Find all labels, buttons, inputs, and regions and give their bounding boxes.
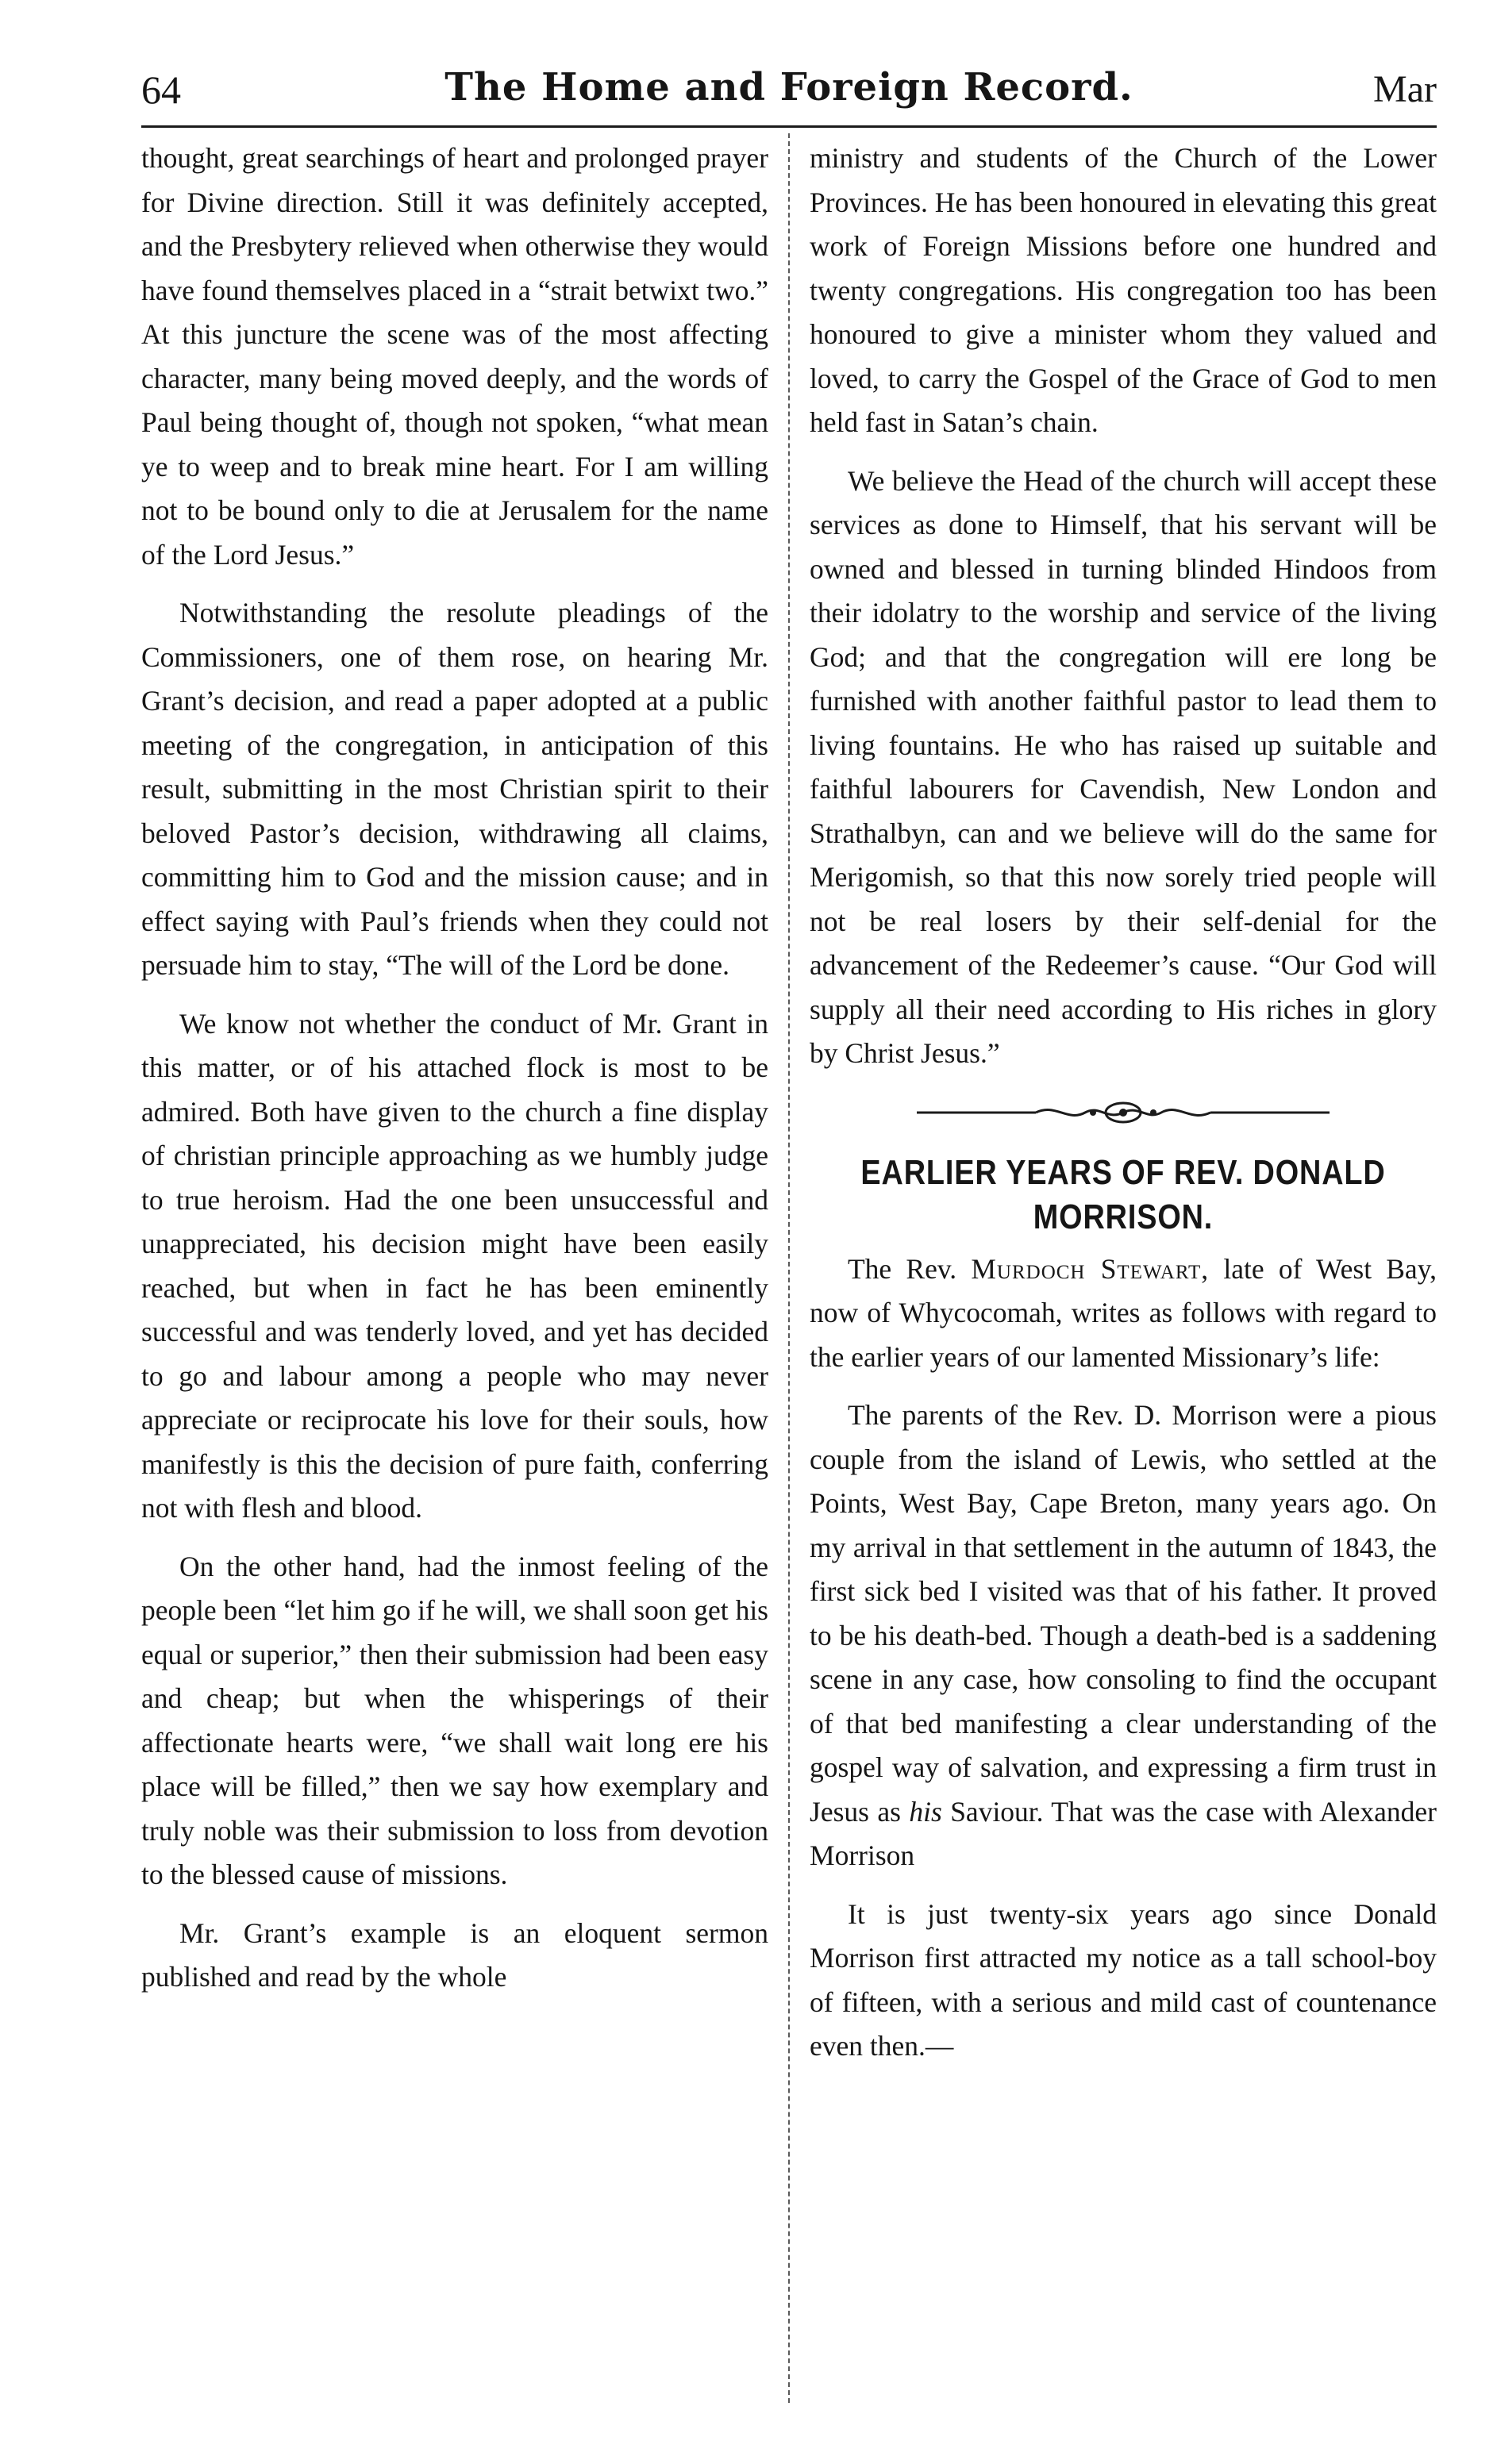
- paragraph-text: Saviour. That was the case with Alexander Morrison: [810, 1795, 1437, 1871]
- article-title-line: MORRISON.: [1033, 1197, 1214, 1236]
- ornament-divider: [917, 1097, 1330, 1128]
- journal-title: The Home and Foreign Record.: [444, 65, 1133, 110]
- intro-prefix: The Rev.: [848, 1252, 957, 1285]
- paragraph: [810, 1393, 1437, 1878]
- paragraph: Notwithstanding the resolute pleadings of the Commissioners, one of them rose, on hearing Mr. Grant’s decision, and read a paper adopted at a public meeting of the congregation, in anticipation of this result, submitting in the most Christian spirit to their beloved Pastor’s decision, withdrawing all claims, committing him to God and the mission cause; and in effect saying with Paul’s friends when they could not persuade him to stay, “The will of the Lord be done.: [141, 597, 768, 981]
- paragraph: ministry and students of the Church of the Lower Provinces. He has been honoured in elevating this great work of Foreign Missions before one hundred and twenty congregations. His congregation too has been honoured to give a minister whom they valued and loved, to carry the Gospel of the Grace of God to men held fast in Satan’s chain.: [810, 142, 1437, 438]
- column-divider: [788, 133, 790, 2403]
- paragraph-text: The parents of the Rev. D. Morrison were a pious couple from the island of Lewis, who settled at the Points, West Bay, Cape Breton, many years ago. On my arrival in that settlement in the autumn of 1843, the first sick bed I visited was that of his father. It proved to be his death-bed. Though a death-bed is a saddening scene in any case, how consoling to find the occupant of that bed manifesting a clear understanding of the gospel way of salvation, and expressing a firm trust in Jesus as: [810, 1399, 1437, 1828]
- paragraph: It is just twenty-six years ago since Donald Morrison first attracted my notice as a tall school-boy of fifteen, with a serious and mild cast of countenance even then.—: [810, 1897, 1437, 2062]
- paragraph: We believe the Head of the church will accept these services as done to Himself, that his servant will be owned and blessed in turning blinded Hindoos from their idolatry to the worship and service of the living God; and that the congregation will ere long be furnished with another faithful pastor to lead them to living fountains. He who has raised up suitable and faithful labourers for Cavendish, New London and Strathalbyn, can and we believe will do the same for Merigomish, so that this now sorely tried people will not be real losers by their self-denial for the advancement of the Redeemer’s cause. “Our God will supply all their need according to His riches in glory by Christ Jesus.”: [810, 464, 1437, 1069]
- right-column: [810, 136, 1437, 2083]
- page-number: 64: [141, 67, 181, 112]
- paragraph: We know not whether the conduct of Mr. Grant in this matter, or of his attached flock is most to be admired. Both have given to the church a fine display of christian principle approaching as we humbly judge to true heroism. Had the one been unsuccessful and unappreciated, his decision might have been easily reached, but when in fact he has been eminently successful and was tenderly loved, and yet has decided to go and labour among a people who may never appreciate or reciprocate his love for their souls, how manifestly is this the decision of pure faith, conferring not with flesh and blood.: [141, 1007, 768, 1524]
- paragraph: On the other hand, had the inmost feeling of the people been “let him go if he will, we shall soon get his equal or superior,” then their submission had been easy and cheap; but when the whisperings of their affectionate hearts were, “we shall wait long ere his place will be filled,” then we say how exemplary and truly noble was their submission to loss from devotion to the blessed cause of missions.: [141, 1550, 768, 1890]
- article-title: [853, 1151, 1392, 1240]
- article-title-line: EARLIER YEARS OF REV. DONALD: [860, 1152, 1386, 1192]
- running-head: [141, 62, 1437, 117]
- article-intro: [810, 1247, 1437, 1380]
- author-name: Murdoch Stewart,: [971, 1252, 1210, 1285]
- italic-word: his: [909, 1795, 942, 1828]
- header-rule: [141, 125, 1437, 128]
- paragraph: thought, great searchings of heart and prolonged prayer for Divine direction. Still it was definitely accepted, and the Presbytery relieved when otherwise they would have found themselves placed in a “strait betwixt two.” At this juncture the scene was of the most affecting character, many being moved deeply, and the words of Paul being thought of, though not spoken, “what mean ye to weep and to break mine heart. For I am willing not to be bound only to die at Jerusalem for the name of the Lord Jesus.”: [141, 142, 768, 571]
- issue-month: Mar: [1373, 68, 1437, 110]
- intro-text: late of West Bay, now of Whycocomah, writes as follows with regard to the earlier years of our lamented Missionary’s life:: [810, 1252, 1437, 1373]
- left-column: [141, 136, 768, 2014]
- paragraph: Mr. Grant’s example is an eloquent sermon published and read by the whole: [141, 1916, 768, 1993]
